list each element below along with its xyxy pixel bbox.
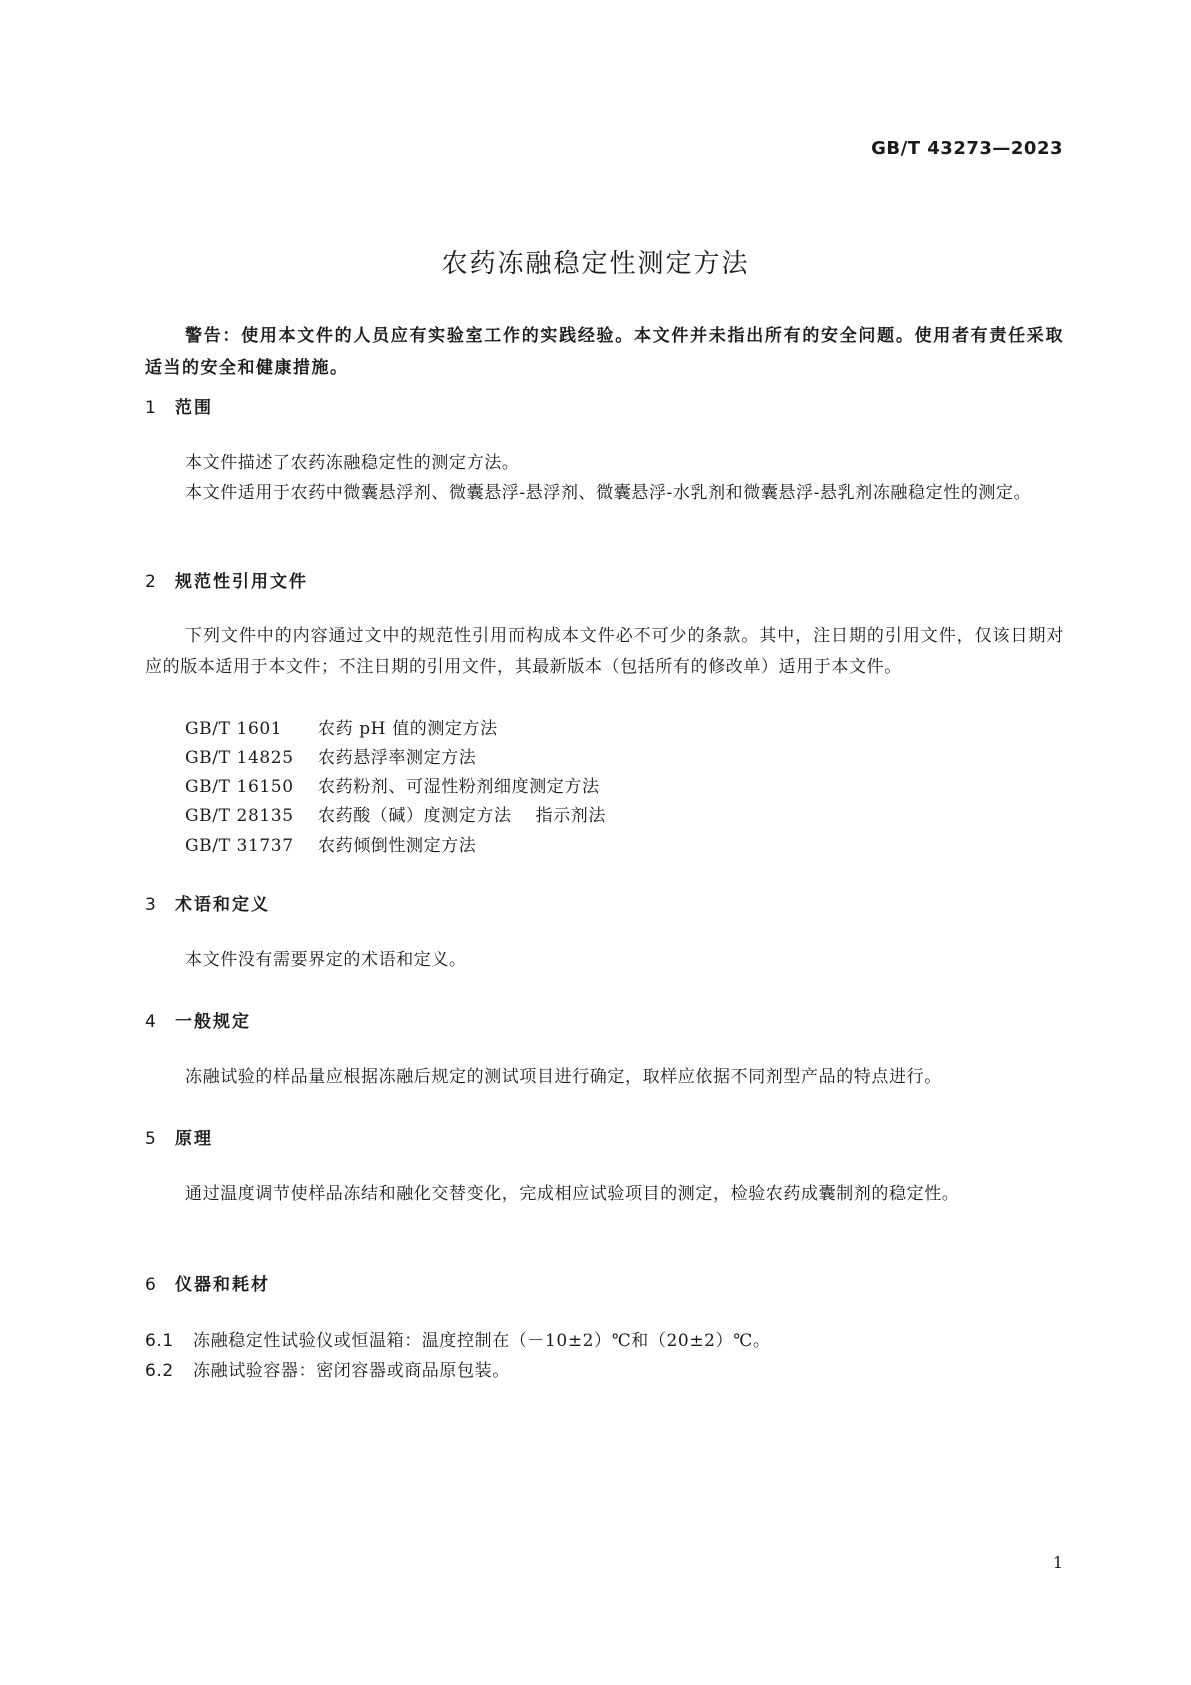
subclause-6-2	[145, 1356, 510, 1381]
safety-warning: 警告：使用本文件的人员应有实验室工作的实践经验。本文件并未指出所有的安全问题。使用者有责任采取适当的安全和健康措施。	[145, 326, 1064, 378]
normative-references-paragraph: 下列文件中的内容通过文中的规范性引用而构成本文件必不可少的条款。其中，注日期的引用文件，仅该日期对应的版本适用于本文件；不注日期的引用文件，其最新版本（包括所有的修改单）适用于本文件。	[145, 626, 1064, 677]
reference-title: 农药粉剂、可湿性粉剂细度测定方法	[318, 777, 600, 797]
section-number: 4	[145, 1012, 158, 1032]
reference-code: GB/T 16150	[185, 777, 294, 797]
page-number: 1	[1052, 1553, 1063, 1572]
section-number: 5	[145, 1129, 158, 1149]
reference-code: GB/T 14825	[185, 748, 294, 768]
reference-title: 农药酸（碱）度测定方法	[318, 806, 512, 826]
document-title: 农药冻融稳定性测定方法	[441, 249, 750, 279]
section-number: 2	[145, 572, 158, 592]
section-number: 6	[145, 1275, 158, 1295]
reference-title: 农药倾倒性测定方法	[318, 836, 477, 856]
section-title: 规范性引用文件	[175, 572, 308, 592]
section-number: 3	[145, 895, 158, 915]
terms-paragraph: 本文件没有需要界定的术语和定义。	[185, 950, 467, 970]
section-2-heading	[145, 567, 308, 592]
section-3-heading	[145, 890, 270, 915]
reference-item	[185, 831, 476, 856]
principle-paragraph: 通过温度调节使样品冻结和融化交替变化，完成相应试验项目的测定，检验农药成囊制剂的稳定性。	[185, 1184, 960, 1204]
section-6-heading	[145, 1270, 270, 1295]
reference-title: 农药悬浮率测定方法	[318, 748, 477, 768]
section-1-heading	[145, 393, 213, 418]
subclause-number: 6.2	[145, 1361, 174, 1381]
subclause-number: 6.1	[145, 1331, 174, 1351]
subclause-text: 冻融稳定性试验仪或恒温箱：温度控制在（－10±2）℃和（20±2）℃。	[193, 1331, 771, 1351]
reference-item	[185, 714, 498, 739]
reference-code: GB/T 1601	[185, 719, 283, 739]
reference-item	[185, 801, 606, 826]
reference-title: 农药 pH 值的测定方法	[318, 719, 498, 739]
section-title: 术语和定义	[175, 895, 270, 915]
section-4-heading	[145, 1007, 251, 1032]
standard-code: GB/T 43273—2023	[871, 138, 1063, 159]
scope-paragraph-2: 本文件适用于农药中微囊悬浮剂、微囊悬浮-悬浮剂、微囊悬浮-水乳剂和微囊悬浮-悬乳剂冻融稳定性的测定。	[185, 483, 1032, 503]
general-provisions-paragraph: 冻融试验的样品量应根据冻融后规定的测试项目进行确定，取样应依据不同剂型产品的特点进行。	[185, 1067, 942, 1087]
section-title: 原理	[175, 1129, 213, 1149]
subclause-6-1	[145, 1326, 770, 1351]
subclause-text: 冻融试验容器：密闭容器或商品原包装。	[193, 1361, 510, 1381]
section-5-heading	[145, 1124, 213, 1149]
reference-item	[185, 772, 600, 797]
section-number: 1	[145, 398, 158, 418]
scope-paragraph-1: 本文件描述了农药冻融稳定性的测定方法。	[185, 453, 520, 473]
section-title: 范围	[175, 398, 213, 418]
reference-code: GB/T 31737	[185, 836, 294, 856]
reference-item	[185, 743, 476, 768]
reference-subtitle: 指示剂法	[535, 806, 607, 826]
reference-code: GB/T 28135	[185, 806, 294, 826]
section-title: 仪器和耗材	[175, 1275, 270, 1295]
section-title: 一般规定	[175, 1012, 251, 1032]
